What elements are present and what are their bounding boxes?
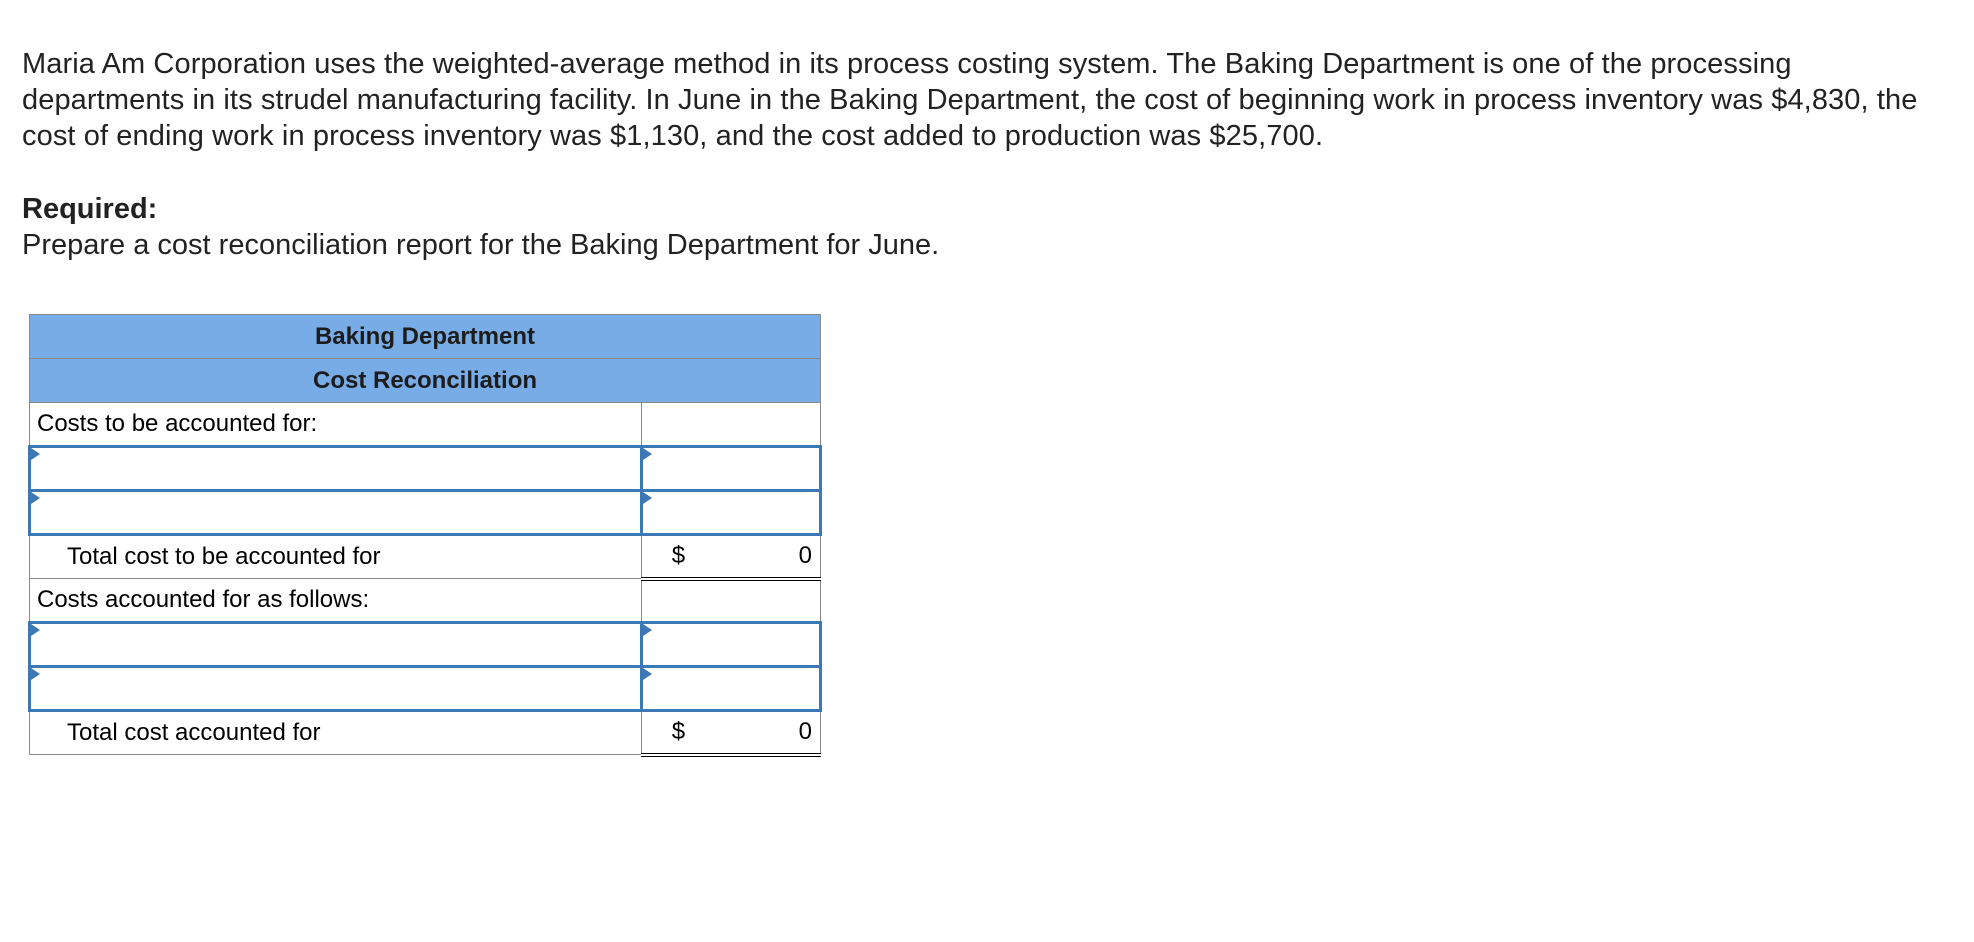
problem-statement [22,46,1922,154]
s1-row1-amount-input[interactable] [643,448,819,489]
dropdown-indicator-icon [31,668,40,680]
section1-total-label: Total cost to be accounted for [30,535,642,579]
section1-input-row-1 [30,447,821,491]
section1-header-row [30,403,821,447]
section2-input-row-1 [30,623,821,667]
required-heading: Required: [22,193,158,225]
s2-row2-amount-cell [641,667,820,711]
section1-total-row [30,535,821,579]
section2-total-value: 0 [798,718,812,746]
dropdown-indicator-icon [643,668,652,680]
required-instructions: Prepare a cost reconciliation report for the Baking Department for June. [22,229,940,261]
section2-label: Costs accounted for as follows: [30,579,642,623]
s2-row1-amount-cell [641,623,820,667]
section1-total-amount [641,535,820,579]
table-subtitle: Cost Reconciliation [30,359,821,403]
section2-total-amount [641,711,820,755]
table-title: Baking Department [30,315,821,359]
s2-row1-label-input[interactable] [31,624,640,665]
s1-row1-label-cell [30,447,642,491]
s1-row2-label-cell [30,491,642,535]
s1-row2-label-input[interactable] [31,492,640,533]
s2-row2-label-input[interactable] [31,668,640,709]
section2-input-row-2 [30,667,821,711]
dropdown-indicator-icon [31,448,40,460]
currency-symbol: $ [671,542,686,570]
problem-text: Maria Am Corporation uses the weighted-average method in its process costing system. The Baking Department is one of the processing departments in its strudel manufacturing facility. In June in the Baking Department, the cost of beginning work in process inventory was $4,830, the cost of ending work in process inventory was $1,130, and the cost added to production was $25,700. [22,48,1918,152]
section2-total-row [30,711,821,755]
section1-input-row-2 [30,491,821,535]
s2-row2-label-cell [30,667,642,711]
dropdown-indicator-icon [643,492,652,504]
dropdown-indicator-icon [643,624,652,636]
section1-empty-cell [641,403,820,447]
s1-row1-amount-cell [641,447,820,491]
s1-row2-amount-cell [641,491,820,535]
section1-total-value: 0 [798,542,812,570]
s1-row1-label-input[interactable] [31,448,640,489]
table-subtitle-row [30,359,821,403]
section1-label: Costs to be accounted for: [30,403,642,447]
currency-symbol: $ [671,718,686,746]
s2-row2-amount-input[interactable] [643,668,819,709]
dropdown-indicator-icon [643,448,652,460]
cost-reconciliation-table [28,314,822,757]
table-title-row [30,315,821,359]
section2-total-label: Total cost accounted for [30,711,642,755]
dropdown-indicator-icon [31,492,40,504]
s2-row1-amount-input[interactable] [643,624,819,665]
section2-empty-cell [641,579,820,623]
section2-header-row [30,579,821,623]
s2-row1-label-cell [30,623,642,667]
s1-row2-amount-input[interactable] [643,492,819,533]
dropdown-indicator-icon [31,624,40,636]
